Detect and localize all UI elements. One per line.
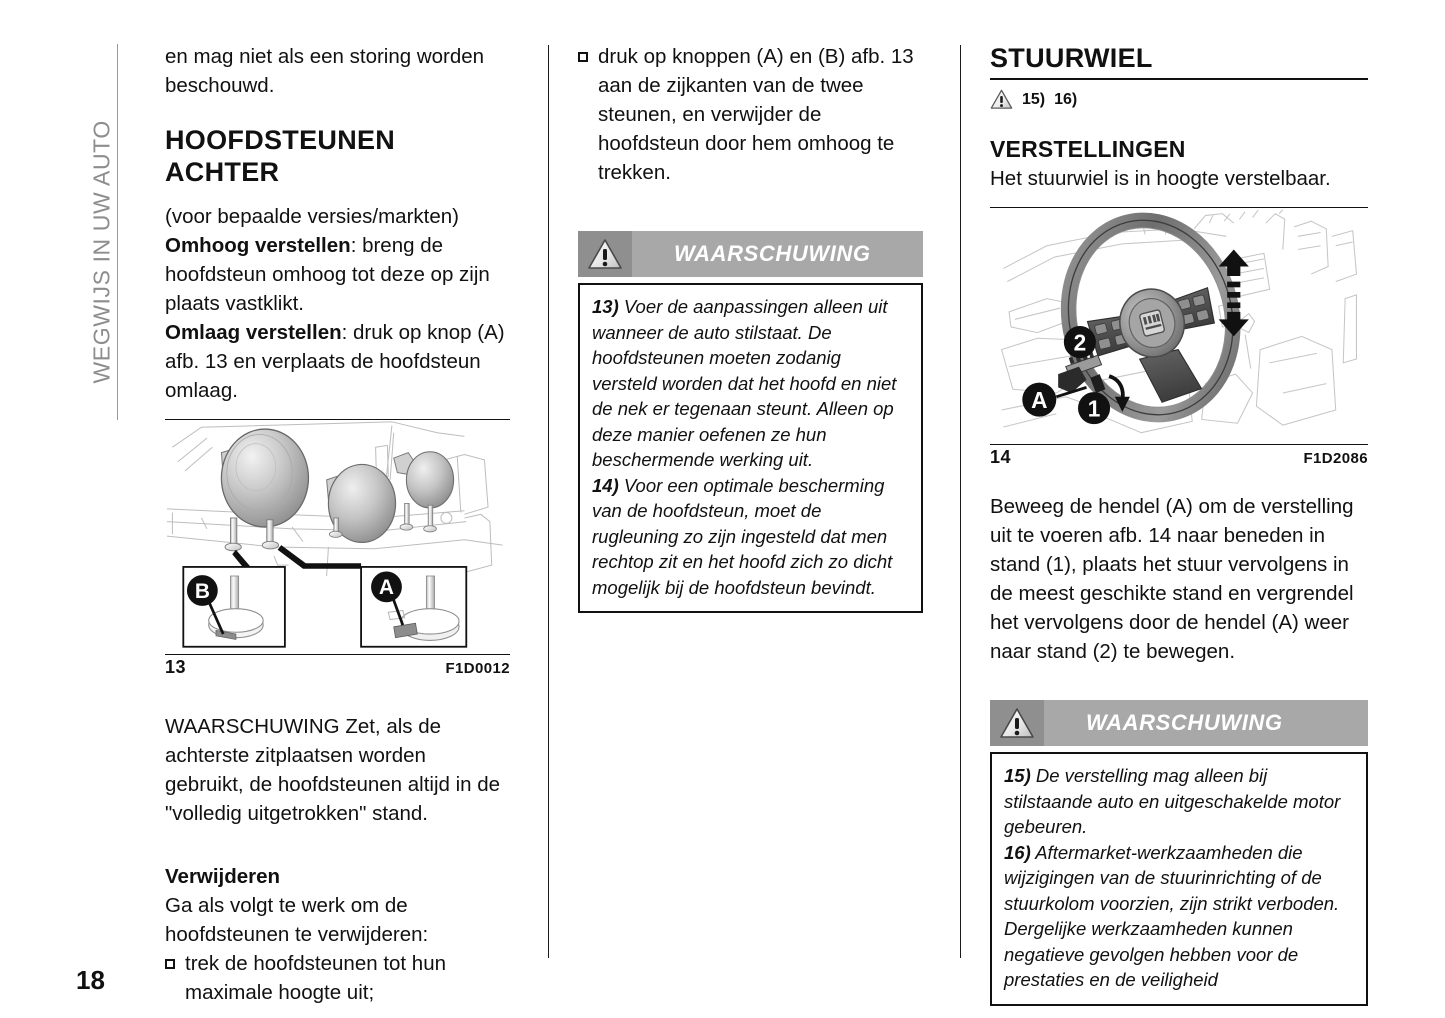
remove-bullet-1-text: trek de hoofdsteunen tot hun maximale hoogte uit; [185, 952, 447, 1004]
warning-ref-16: 16) [1054, 90, 1078, 108]
warning-box-middle [578, 283, 923, 613]
figure-14-number: 14 [990, 447, 1012, 467]
column-left [165, 42, 510, 1007]
warning-item-15-text: De verstelling mag alleen bij stilstaande auto en uitgeschakelde motor gebeuren. [1004, 765, 1341, 837]
figure-13-code: F1D0012 [445, 660, 510, 677]
warning-item-16-text: Aftermarket-werkzaamheden die wijzigingen van de stuurinrichting of de stuurkolom voorzien, zijn strikt verboden. Dergelijke werkzaamheden kunnen negatieve gevolgen hebben voor de prestaties en de veiligheid [1004, 841, 1340, 990]
square-bullet-icon [578, 52, 588, 62]
warning-item-13 [592, 294, 909, 473]
warning-banner-title-box [632, 231, 923, 277]
warning-item-13-text: Voer de aanpassingen alleen uit wanneer de auto stilstaat. De hoofdsteunen moeten zodanig versteld worden dat het hoofd en niet de nek er tegenaan steunt. Alleen op deze manier oefenen ze hun beschermende werking uit. [592, 296, 897, 470]
warning-item-14 [592, 473, 909, 601]
heading-verstellingen: VERSTELLINGEN [990, 136, 1186, 162]
warning-item-13-number: 13) [592, 296, 619, 317]
heading-line-1: HOOFDSTEUNEN [165, 125, 396, 155]
figure-14 [990, 207, 1368, 468]
figure-14-image [990, 208, 1368, 444]
column-right [990, 42, 1368, 1006]
warning-inline-text: WAARSCHUWING Zet, als de achterste zitplaatsen worden gebruikt, de hoofdsteunen altijd in de "volledig uitgetrokken" stand. [165, 715, 501, 825]
column-middle [578, 42, 923, 613]
warning-item-15 [1004, 763, 1354, 840]
remove-bullet-1 [165, 949, 510, 1007]
adjust-up-label: Omhoog verstellen [165, 234, 351, 257]
remove-bullet-2 [578, 42, 923, 187]
section-title-rule [990, 78, 1368, 80]
figure-13 [165, 419, 510, 678]
svg-text:1: 1 [1087, 395, 1101, 422]
warning-banner-title: WAARSCHUWING [1086, 710, 1283, 735]
figure-13-image [165, 420, 510, 654]
warning-refs [990, 89, 1368, 110]
warning-item-16-number: 16) [1004, 841, 1031, 863]
svg-text:B: B [194, 579, 210, 603]
svg-text:A: A [1031, 387, 1048, 414]
versions-note: (voor bepaalde versies/markten) [165, 205, 459, 228]
warning-banner-right [990, 700, 1368, 746]
column-separator-2 [960, 45, 961, 958]
figure-14-code: F1D2086 [1303, 450, 1368, 467]
warning-item-14-number: 14) [592, 474, 619, 496]
column-separator-1 [548, 45, 549, 958]
warning-ref-15: 15) [1022, 90, 1046, 108]
square-bullet-icon [165, 959, 175, 969]
figure-13-caption [165, 655, 510, 678]
warning-banner-title: WAARSCHUWING [674, 241, 871, 266]
chapter-tab [72, 40, 118, 420]
warning-item-15-number: 15) [1004, 765, 1031, 786]
remove-intro: Ga als volgt te werk om de hoofdsteunen te verwijderen: [165, 894, 429, 946]
verstellingen-text: Het stuurwiel is in hoogte verstelbaar. [990, 167, 1331, 190]
remove-bullet-2-text: druk op knoppen (A) en (B) afb. 13 aan de zijkanten van de twee steunen, en verwijder de hoofdsteun door hem omhoog te trekken. [598, 45, 914, 184]
adjust-down-label: Omlaag verstellen [165, 321, 342, 344]
page-number: 18 [76, 965, 105, 995]
chapter-tab-label: WEGWIJS IN UW AUTO [88, 120, 115, 384]
adjust-up-paragraph [165, 231, 510, 318]
warning-item-14-text: Voor een optimale bescherming van de hoofdsteun, moet de rugleuning zo zijn ingesteld dat men rechtop zit en het hoofd zich zo dicht mogelijk bij de hoofdsteun bevindt. [592, 474, 893, 598]
stuurwiel-body-text: Beweeg de hendel (A) om de verstelling uit te voeren afb. 14 naar beneden in stand (1), plaats het stuur vervolgens in de meest geschikte stand en vergrendel het vervolgens door de hendel (A) weer naar stand (2) te bewegen. [990, 495, 1354, 663]
warning-triangle-icon [578, 231, 632, 277]
heading-verwijderen: Verwijderen [165, 865, 281, 888]
svg-text:2: 2 [1073, 329, 1087, 356]
section-title-stuurwiel: STUURWIEL [990, 43, 1153, 73]
heading-line-2: ACHTER [165, 157, 280, 187]
intro-paragraph: en mag niet als een storing worden beschouwd. [165, 45, 485, 97]
adjust-up-text: : breng de hoofdsteun omhoog tot deze op zijn plaats vastklikt. [165, 234, 490, 315]
warning-box-right [990, 752, 1368, 1006]
figure-13-number: 13 [165, 657, 187, 677]
figure-14-caption [990, 445, 1368, 468]
heading-hoofdsteunen-achter [165, 124, 510, 188]
chapter-tab-rule [117, 44, 118, 420]
warning-triangle-icon [990, 700, 1044, 746]
warning-banner-middle [578, 231, 923, 277]
warning-banner-title-box [1044, 700, 1368, 746]
svg-text:A: A [378, 576, 395, 600]
adjust-down-text: : druk op knop (A) afb. 13 en verplaats de hoofdsteun omlaag. [165, 321, 505, 402]
warning-item-16 [1004, 840, 1354, 993]
warning-triangle-icon [990, 89, 1013, 110]
adjust-down-paragraph [165, 318, 510, 405]
